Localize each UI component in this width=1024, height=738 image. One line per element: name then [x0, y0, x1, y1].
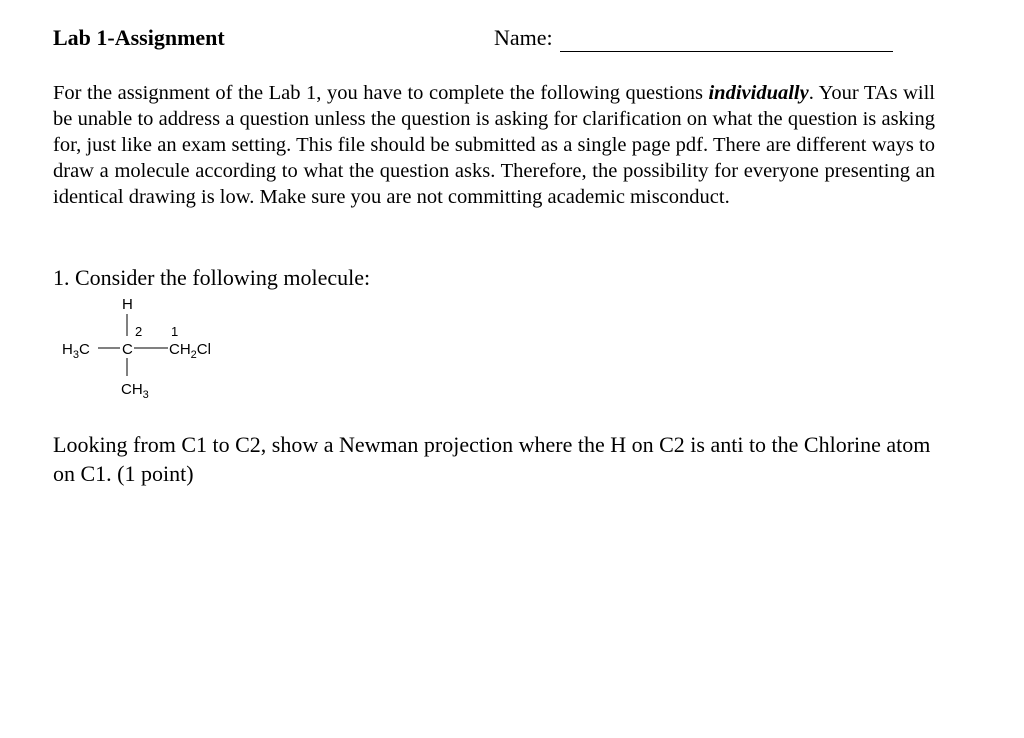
- instructions-paragraph: [53, 80, 935, 210]
- question-1-prompt: Looking from C1 to C2, show a Newman projection where the H on C2 is anti to the Chlorine atom on C1. (1 point): [53, 432, 931, 486]
- group-left-h3c: $H_3C$: [62, 341, 90, 361]
- group-bottom-ch3: $CH_3$: [121, 381, 149, 401]
- instructions-text-part2: . Your TAs will be unable to address a question unless the question is asking for clarification on what the question is asking for, just like an exam setting. This file should be submitted as a single page pdf. There are different ways to draw a molecule according to what the question asks. Therefore, the possibility for everyone presenting an identical drawing is low. Make sure you are not committing academic misconduct.: [53, 82, 935, 208]
- molecule-structure: [60, 294, 240, 404]
- name-blank-line: [560, 29, 893, 52]
- name-label: Name:: [494, 25, 553, 50]
- name-field: [494, 24, 893, 52]
- atom-center-c: C: [122, 341, 133, 358]
- assignment-title: Lab 1-Assignment: [53, 25, 225, 50]
- instructions-emphasis: individually: [708, 82, 809, 104]
- label-c2: 2: [135, 324, 143, 339]
- label-c1: 1: [171, 324, 179, 339]
- group-right-ch2cl: $CH_2Cl$: [169, 341, 211, 361]
- atom-top-h: H: [122, 296, 133, 313]
- instructions-text-part1: For the assignment of the Lab 1, you have to complete the following questions: [53, 82, 709, 104]
- question-1-heading: 1. Consider the following molecule:: [53, 265, 371, 290]
